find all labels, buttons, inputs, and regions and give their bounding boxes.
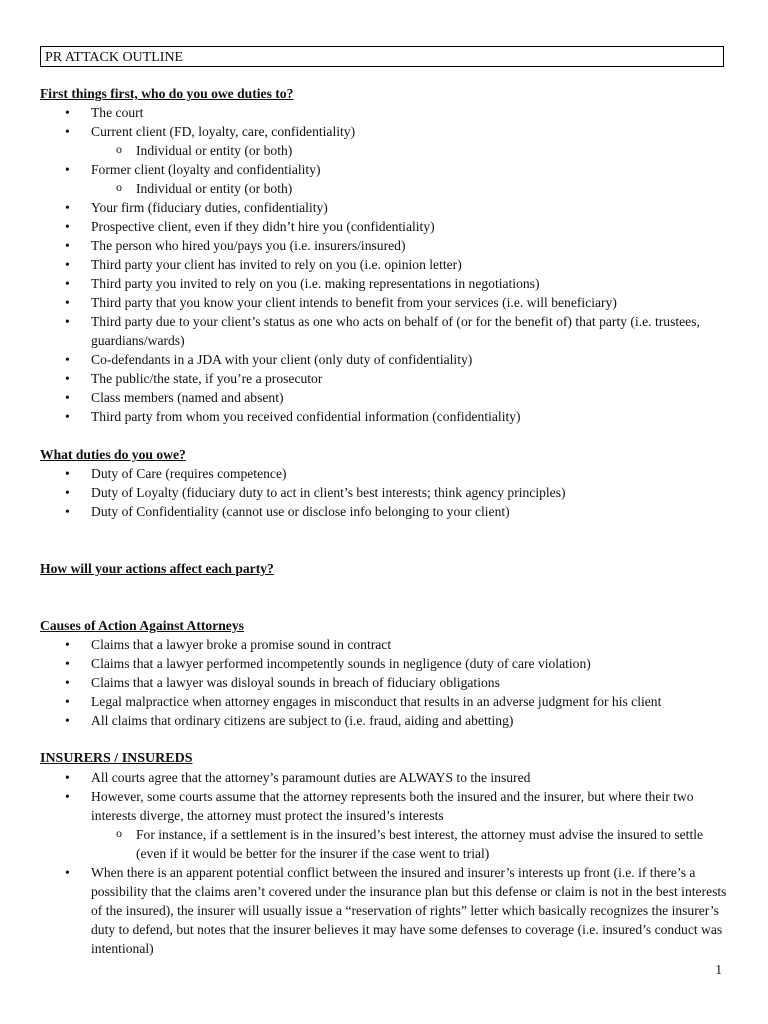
document-page: [40, 46, 728, 958]
list-item: • The public/the state, if you’re a prosecutor: [40, 369, 728, 388]
list-item: • The court: [40, 103, 728, 122]
section-heading-duties-owed-to: First things first, who do you owe duties to?: [40, 86, 294, 101]
list-item: • Co-defendants in a JDA with your client (only duty of confidentiality): [40, 350, 728, 369]
section-heading-causes-of-action: Causes of Action Against Attorneys: [40, 618, 244, 633]
bullet-list: [40, 635, 728, 730]
list-item: • Legal malpractice when attorney engages in misconduct that results in an adverse judgment for his client: [40, 692, 728, 711]
bullet-list: [40, 768, 728, 958]
list-item: • Third party that you know your client intends to benefit from your services (i.e. will beneficiary): [40, 293, 728, 312]
list-item: • Former client (loyalty and confidentiality) o Individual or entity (or both): [40, 160, 728, 198]
spacer: [40, 578, 728, 616]
sub-list: [91, 141, 728, 160]
list-item: • Third party from whom you received confidential information (confidentiality): [40, 407, 728, 426]
list-item: • All courts agree that the attorney’s paramount duties are ALWAYS to the insured: [40, 768, 728, 787]
section-heading-insurers-insureds: INSURERS / INSUREDS: [40, 751, 193, 766]
list-item: • Third party you invited to rely on you (i.e. making representations in negotiations): [40, 274, 728, 293]
list-item: • Duty of Loyalty (fiduciary duty to act in client’s best interests; think agency principles): [40, 483, 728, 502]
spacer: [40, 426, 728, 445]
list-item: • Duty of Confidentiality (cannot use or disclose info belonging to your client): [40, 502, 728, 521]
list-item: • Prospective client, even if they didn’t hire you (confidentiality): [40, 217, 728, 236]
sub-list-item: o For instance, if a settlement is in the insured’s best interest, the attorney must advise the insured to settle (even if it would be better for the insurer if the case went to trial): [91, 825, 728, 863]
page-number: 1: [715, 962, 722, 977]
list-item: • All claims that ordinary citizens are subject to (i.e. fraud, aiding and abetting): [40, 711, 728, 730]
sub-list-item: o Individual or entity (or both): [91, 141, 728, 160]
list-item: • Third party due to your client’s status as one who acts on behalf of (or for the benefit of) that party (i.e. trustees, guardians/wards): [40, 312, 728, 350]
list-item: • Duty of Care (requires competence): [40, 464, 728, 483]
list-item: • However, some courts assume that the attorney represents both the insured and the insurer, but where their two interests diverge, the attorney must protect the insured’s interests o For instance, if a settlement is in the insured’s best interest, the attorney must advise the insured to settle (even if it would be better for the insurer if the case went to trial): [40, 787, 728, 863]
list-item: • Claims that a lawyer broke a promise sound in contract: [40, 635, 728, 654]
sub-list: [91, 825, 728, 863]
list-item: • Class members (named and absent): [40, 388, 728, 407]
list-item: • Claims that a lawyer was disloyal sounds in breach of fiduciary obligations: [40, 673, 728, 692]
list-item: • Claims that a lawyer performed incompetently sounds in negligence (duty of care violation): [40, 654, 728, 673]
list-item: • Current client (FD, loyalty, care, confidentiality) o Individual or entity (or both): [40, 122, 728, 160]
page-title: PR ATTACK OUTLINE: [40, 46, 724, 67]
list-item: • The person who hired you/pays you (i.e. insurers/insured): [40, 236, 728, 255]
sub-list-item: o Individual or entity (or both): [91, 179, 728, 198]
sub-list: [91, 179, 728, 198]
list-item: • When there is an apparent potential conflict between the insured and insurer’s interests up front (i.e. if there’s a possibility that the claims aren’t covered under the insurance plan but this defense or claim is not in the best interests of the insured), the insurer will usually issue a “reservation of rights” letter which basically recognizes the insurer’s duty to defend, but notes that the insurer believes it may have some defenses to coverage (i.e. insured’s conduct was intentional): [40, 863, 728, 958]
bullet-list: [40, 464, 728, 521]
section-heading-actions-affect: How will your actions affect each party?: [40, 561, 274, 576]
spacer: [40, 730, 728, 749]
list-item: • Your firm (fiduciary duties, confidentiality): [40, 198, 728, 217]
list-item: • Third party your client has invited to rely on you (i.e. opinion letter): [40, 255, 728, 274]
bullet-list: [40, 103, 728, 426]
spacer: [40, 521, 728, 559]
section-heading-duties-owed: What duties do you owe?: [40, 447, 186, 462]
